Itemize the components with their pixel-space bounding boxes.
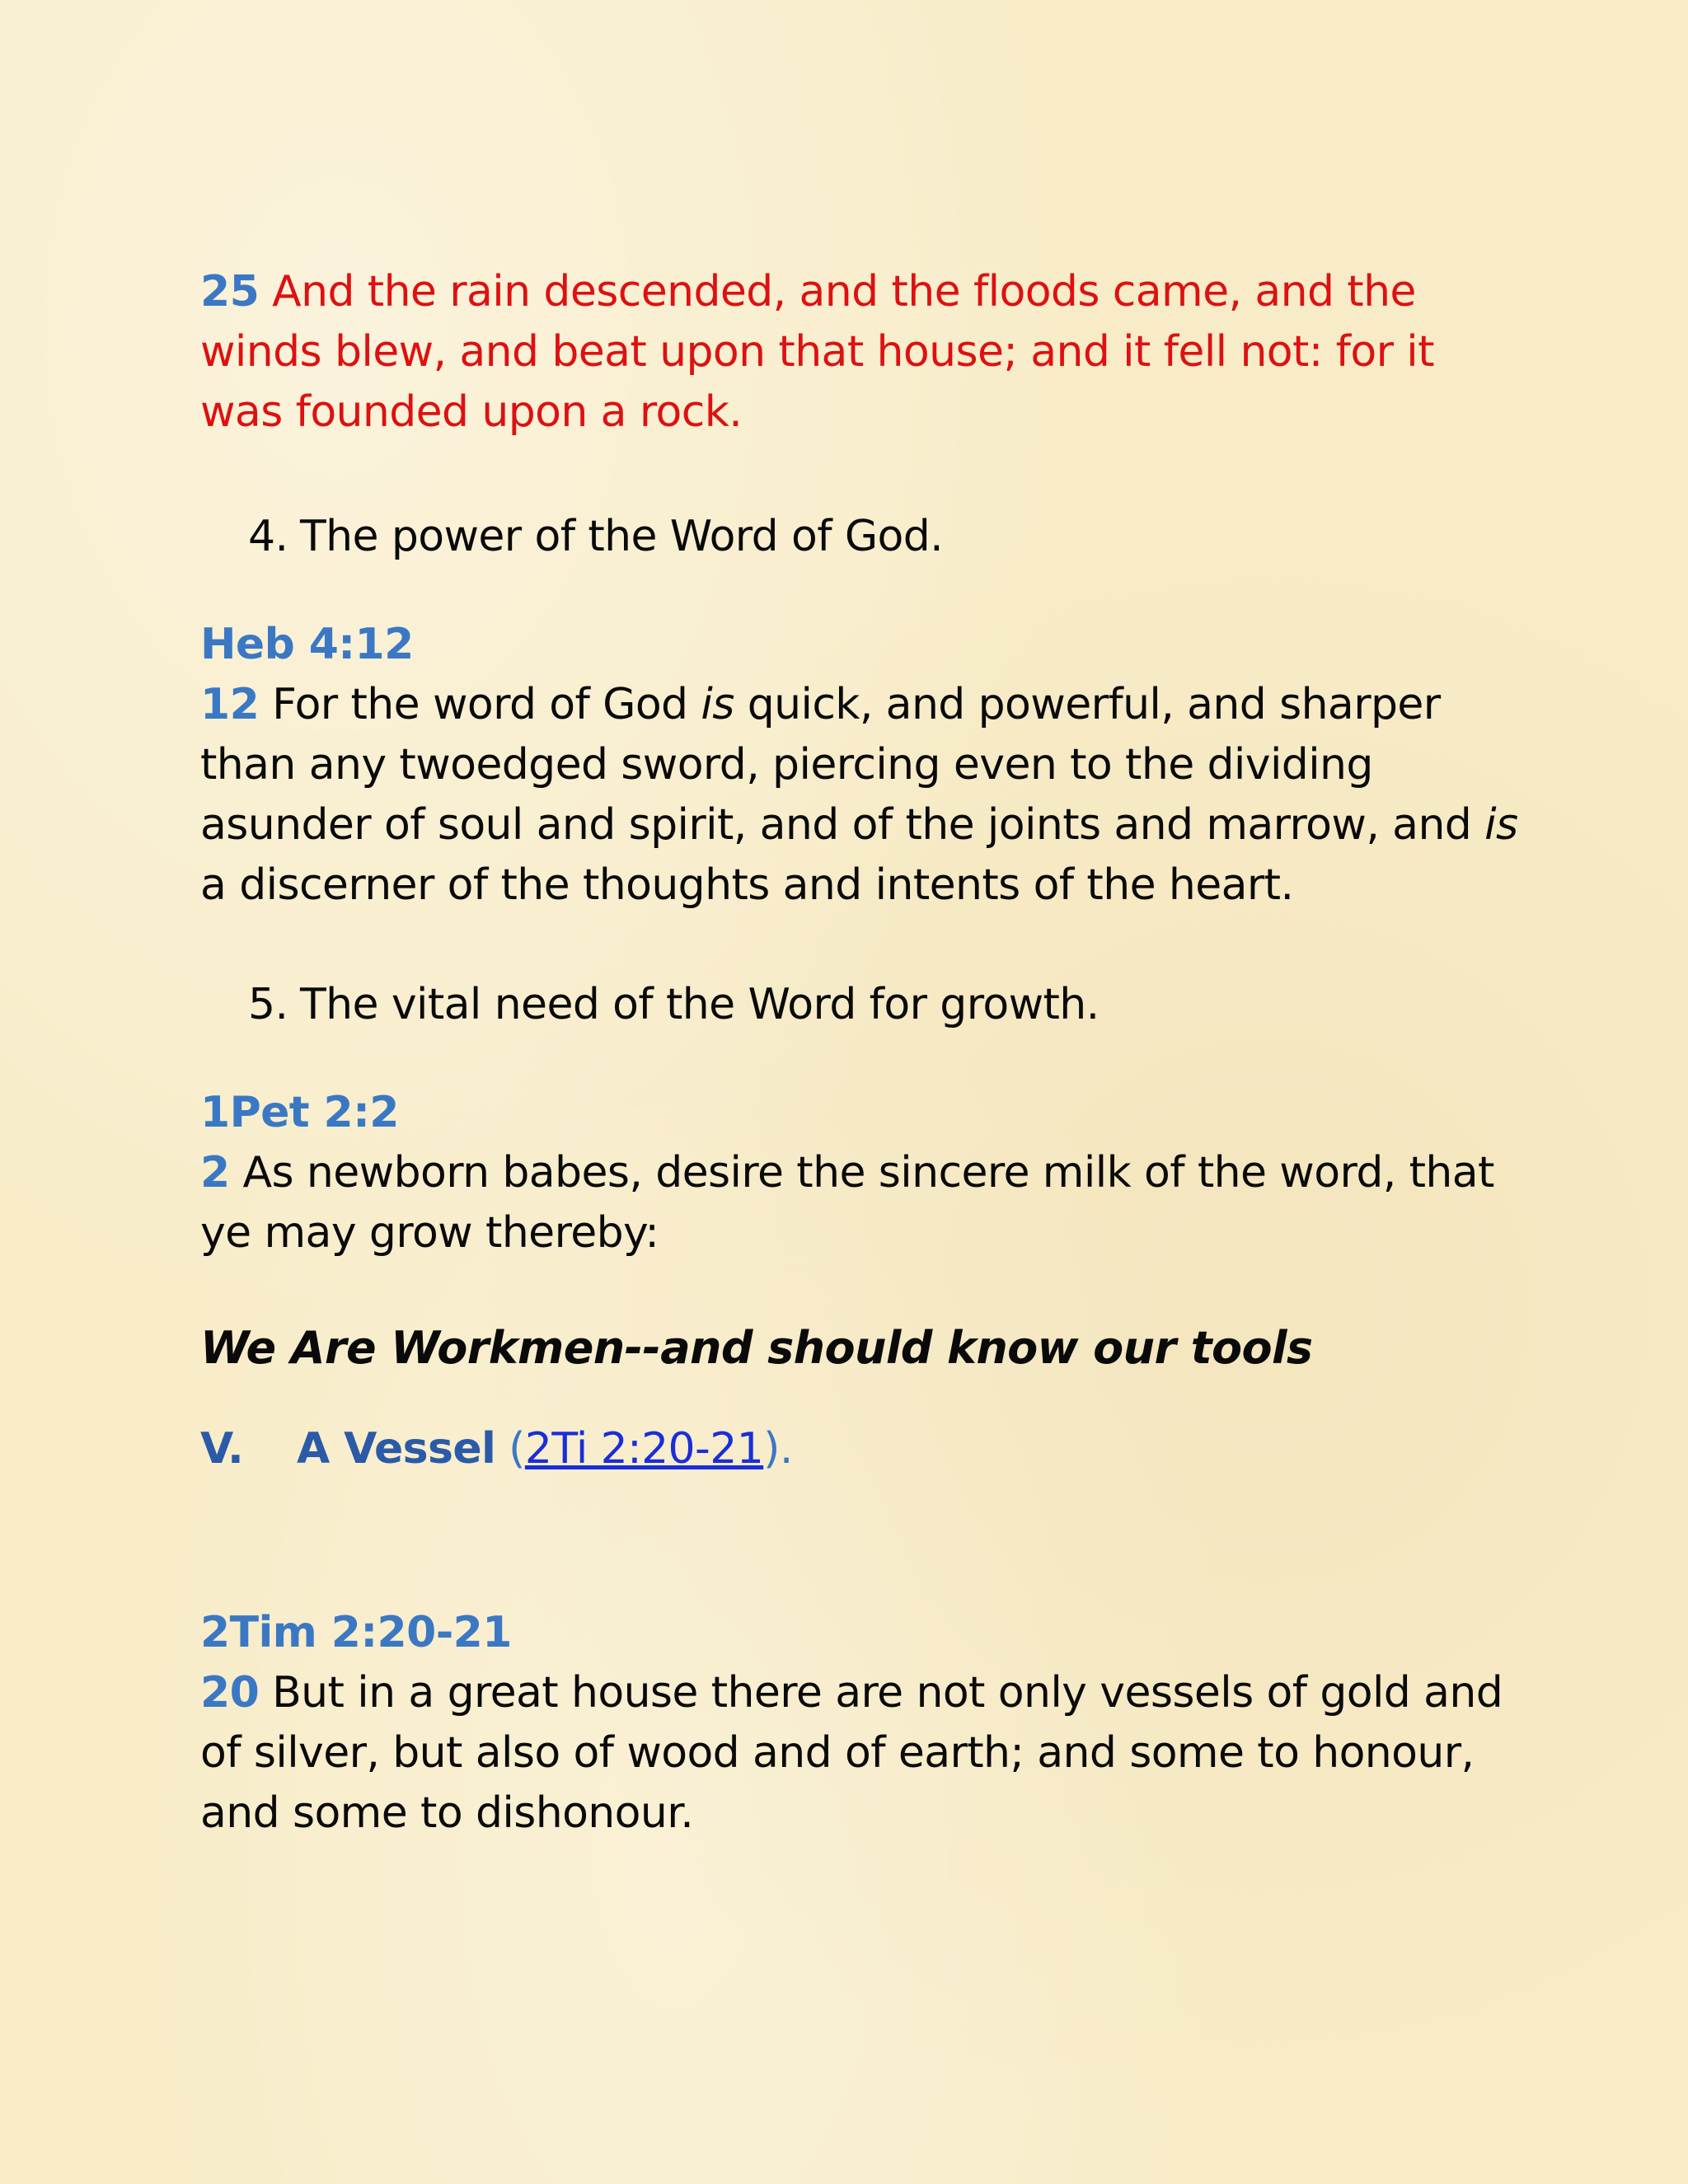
section-heading: We Are Workmen--and should know our tools [200, 1322, 1313, 1374]
point-text: The power of the Word of God. [300, 512, 944, 561]
point-5 [200, 975, 1519, 1035]
verse-italic: is [701, 680, 734, 729]
verse-text: And the rain descended, and the floods came, and the winds blew, and beat upon that house; and it fell not: for it was founded upon a rock. [200, 267, 1434, 437]
reference-2tim-2-20-21: 2Tim 2:20-21 [200, 1608, 512, 1657]
section-v-heading [200, 1419, 1519, 1479]
scripture-link[interactable]: 2Ti 2:20-21 [524, 1424, 764, 1474]
roman-numeral: V. [200, 1424, 244, 1474]
verse-number: 2 [200, 1148, 230, 1197]
verse-number: 12 [200, 680, 260, 729]
verse-number: 25 [200, 267, 260, 316]
paren-open: ( [509, 1424, 525, 1474]
verse-2 [200, 1143, 1519, 1263]
verse-20 [200, 1663, 1519, 1844]
verse-25 [200, 262, 1519, 443]
point-number: 4. [248, 512, 288, 561]
verse-text: For the word of God [272, 680, 688, 729]
verse-text: a discerner of the thoughts and intents of the heart. [200, 860, 1294, 910]
point-4 [200, 507, 1519, 567]
verse-italic: is [1484, 800, 1518, 850]
verse-number: 20 [200, 1668, 260, 1718]
verse-text: quick, and powerful, and sharper than any twoedged sword, piercing even to the dividing asunder of soul and spirit, and of the joints and marrow, and [200, 680, 1472, 850]
reference-1pet-2-2: 1Pet 2:2 [200, 1088, 399, 1137]
verse-text: But in a great house there are not only vessels of gold and of silver, but also of wood and of earth; and some to honour, and some to dishonour. [200, 1668, 1503, 1838]
page-content [200, 262, 1519, 1844]
verse-text: As newborn babes, desire the sincere milk of the word, that ye may grow thereby: [200, 1148, 1494, 1258]
point-number: 5. [248, 980, 288, 1029]
verse-12 [200, 675, 1519, 916]
reference-heb-4-12: Heb 4:12 [200, 620, 414, 669]
paren-close: ). [763, 1424, 793, 1474]
point-text: The vital need of the Word for growth. [300, 980, 1100, 1029]
section-title: A Vessel [297, 1424, 496, 1474]
